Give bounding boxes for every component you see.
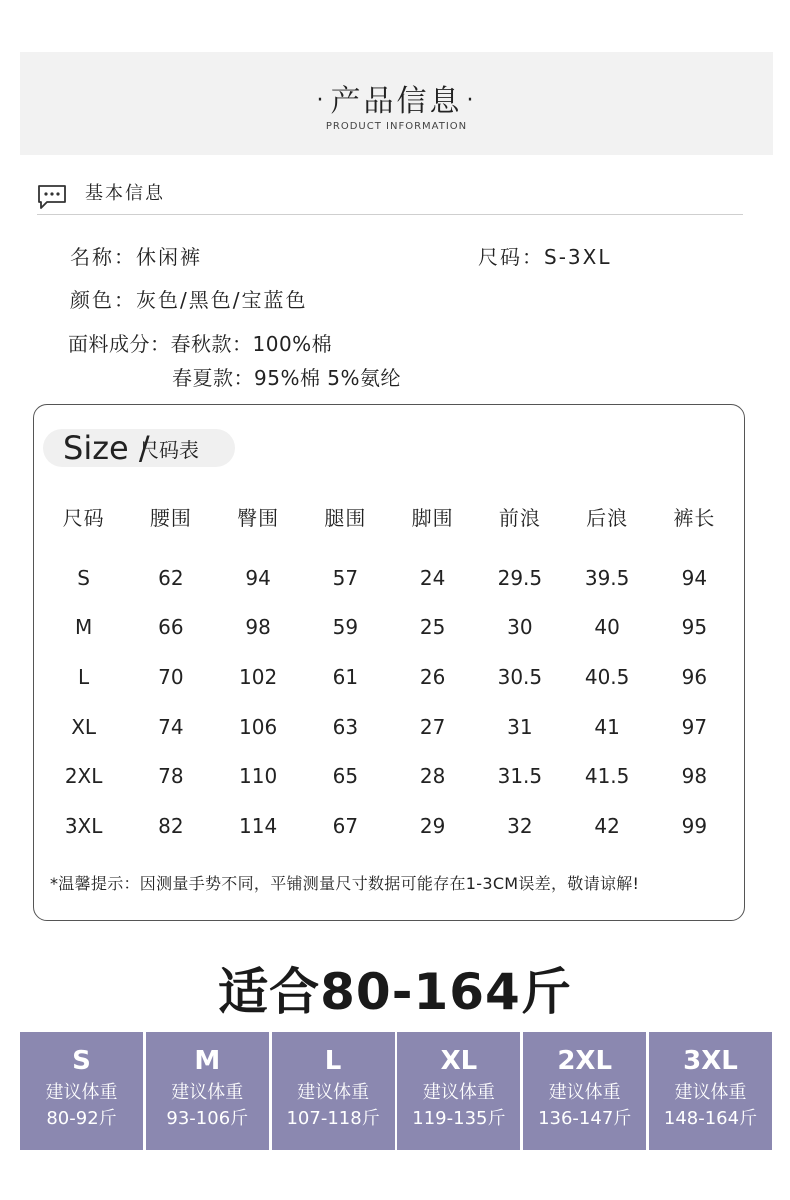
table-cell: 67 [332, 813, 359, 838]
table-cell: 74 [158, 714, 184, 739]
table-cell: 65 [332, 764, 359, 789]
weight-range-title: 适合80-164斤 [218, 963, 572, 1021]
table-cell: 30.5 [497, 664, 543, 689]
table-cell: 24 [419, 565, 446, 590]
table-cell: 106 [239, 714, 278, 739]
size-table-header-row [40, 495, 738, 537]
table-cell: 32 [507, 813, 533, 838]
table-cell: 39.5 [584, 565, 630, 590]
table-row [40, 751, 738, 801]
size-chart-card [33, 404, 745, 921]
weight-box-range: 93-106斤 [166, 1108, 249, 1129]
measurement-note: *温馨提示：因测量手势不同，平铺测量尺寸数据可能存在1-3CM误差，敬请谅解! [50, 874, 640, 893]
product-info-banner [20, 52, 773, 155]
table-cell: 3XL [64, 813, 103, 838]
table-cell: 95 [681, 615, 708, 640]
table-cell: S [77, 565, 90, 590]
table-cell: 94 [245, 565, 271, 590]
table-cell: L [78, 664, 90, 689]
weight-box-range: 107-118斤 [286, 1108, 380, 1129]
table-cell: 98 [681, 764, 708, 789]
weight-box-label: 建议体重 [548, 1082, 621, 1103]
table-cell: 31 [507, 714, 533, 739]
size-title-big: Size / [63, 429, 150, 467]
product-name-line: 名称：休闲裤 [70, 245, 202, 269]
table-cell: 29.5 [497, 565, 543, 590]
table-cell: 41.5 [584, 764, 630, 789]
table-cell: 31.5 [497, 764, 543, 789]
weight-box-label: 建议体重 [297, 1082, 370, 1103]
weight-box-label: 建议体重 [171, 1082, 244, 1103]
table-cell: 29 [419, 813, 446, 838]
title-dot-right: · [466, 88, 477, 113]
product-size-line: 尺码：S-3XL [478, 245, 612, 269]
weight-box-m [146, 1032, 269, 1150]
table-cell: 97 [681, 714, 708, 739]
weight-box-3xl [649, 1032, 772, 1150]
weight-box-size: M [194, 1046, 221, 1076]
table-row [40, 801, 738, 851]
fabric-line-1: 面料成分：春秋款：100%棉 [68, 332, 333, 356]
weight-recommendation-row [20, 1032, 772, 1150]
table-cell: 27 [419, 714, 446, 739]
weight-box-s [20, 1032, 143, 1150]
header-cell: 腰围 [149, 505, 192, 530]
weight-box-range: 80-92斤 [46, 1108, 117, 1129]
weight-box-size: 2XL [557, 1046, 613, 1076]
header-cell: 腿围 [324, 505, 367, 530]
size-chart-title [43, 429, 235, 467]
table-cell: 78 [158, 764, 184, 789]
table-cell: 63 [332, 714, 359, 739]
table-cell: 102 [239, 664, 278, 689]
banner-title-text: 产品信息 [330, 84, 463, 119]
table-cell: 114 [239, 813, 278, 838]
table-cell: 42 [594, 813, 620, 838]
table-row [40, 652, 738, 702]
header-cell: 后浪 [586, 505, 629, 530]
table-cell: 2XL [64, 764, 103, 789]
table-row [40, 603, 738, 653]
table-cell: 82 [158, 813, 184, 838]
table-cell: 59 [332, 615, 359, 640]
basic-info-title: 基本信息 [85, 183, 165, 204]
table-cell: 99 [681, 813, 708, 838]
table-cell: 66 [158, 615, 184, 640]
table-cell: 25 [419, 615, 446, 640]
header-cell: 前浪 [498, 505, 541, 530]
table-cell: 62 [158, 565, 184, 590]
weight-box-2xl [523, 1032, 646, 1150]
table-row [40, 702, 738, 752]
weight-box-size: XL [440, 1046, 478, 1076]
weight-box-label: 建议体重 [674, 1082, 747, 1103]
size-title-small: 尺码表 [139, 438, 199, 462]
header-cell: 尺码 [62, 505, 105, 530]
table-cell: 30 [507, 615, 533, 640]
weight-box-size: L [324, 1046, 342, 1076]
header-cell: 裤长 [673, 505, 716, 530]
size-table [40, 495, 738, 851]
table-cell: 70 [158, 664, 184, 689]
basic-info-header [37, 178, 743, 215]
table-cell: 98 [245, 615, 271, 640]
table-cell: 96 [681, 664, 708, 689]
table-cell: 110 [239, 764, 278, 789]
banner-subtitle: PRODUCT INFORMATION [325, 121, 468, 132]
table-cell: 28 [419, 764, 446, 789]
title-dot-left: · [316, 88, 327, 113]
table-cell: M [74, 615, 93, 640]
table-cell: 40.5 [584, 664, 630, 689]
table-cell: 57 [332, 565, 359, 590]
weight-box-range: 136-147斤 [538, 1108, 632, 1129]
weight-box-label: 建议体重 [45, 1082, 118, 1103]
table-cell: 40 [594, 615, 620, 640]
table-cell: 94 [681, 565, 708, 590]
header-cell: 脚围 [411, 505, 454, 530]
weight-box-size: 3XL [683, 1046, 738, 1076]
weight-box-label: 建议体重 [422, 1082, 495, 1103]
weight-box-xl [397, 1032, 520, 1150]
banner-title [20, 76, 773, 120]
table-row [40, 537, 738, 603]
weight-box-range: 148-164斤 [663, 1108, 758, 1129]
table-cell: 41 [594, 714, 620, 739]
weight-box-l [272, 1032, 395, 1150]
header-cell: 臀围 [237, 505, 280, 530]
chat-bubble-icon [37, 184, 67, 210]
table-cell: 26 [419, 664, 446, 689]
product-color-line: 颜色：灰色/黑色/宝蓝色 [70, 288, 308, 312]
fabric-line-2: 春夏款：95%棉 5%氨纶 [172, 366, 402, 390]
table-cell: XL [71, 714, 97, 739]
table-cell: 61 [332, 664, 359, 689]
weight-box-size: S [72, 1046, 91, 1076]
weight-box-range: 119-135斤 [412, 1108, 506, 1129]
